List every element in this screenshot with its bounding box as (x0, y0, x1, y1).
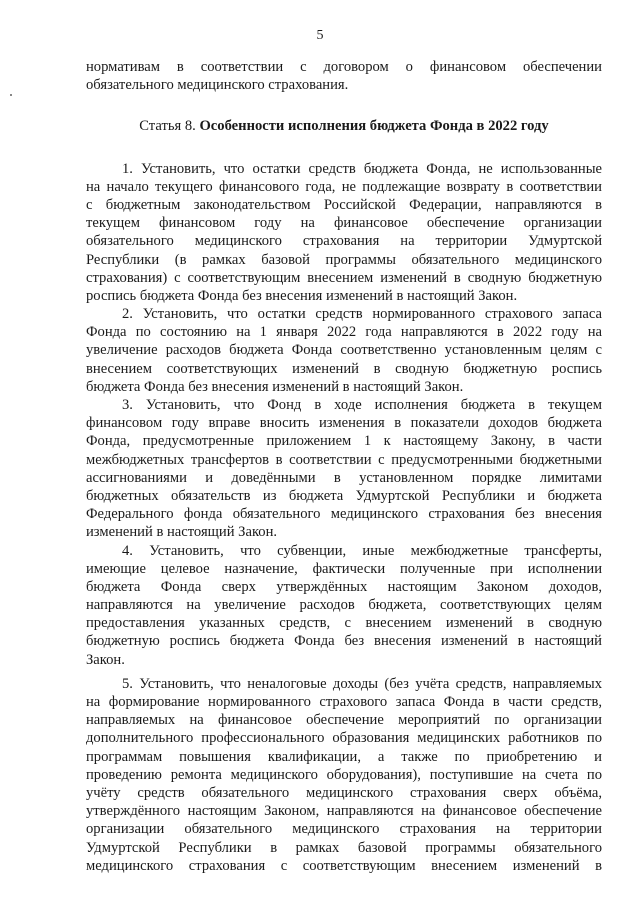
text-line: учёту средств обязательного медицинского страхования сверх объёма, (86, 784, 602, 801)
article-prefix: Статья 8. (139, 118, 196, 135)
article-heading (86, 117, 602, 135)
text-line: увеличение расходов бюджета Фонда соответственно установленным целям с (86, 342, 602, 359)
text-line: проведению ремонта медицинского оборудования), поступившие на счета по (86, 766, 602, 783)
paragraph-3 (86, 396, 602, 542)
text-line: обязательного медицинского страхования. (86, 77, 349, 94)
text-line: Фонда, предусмотренные приложением 1 к настоящему Закону, в части (86, 433, 602, 450)
text-line: предоставления указанных средств, с внесением изменений в сводную (86, 615, 602, 632)
text-line: программам повышения квалификации, а также по приобретению и (86, 748, 602, 765)
article-title: Особенности исполнения бюджета Фонда в 2022 году (199, 118, 549, 135)
text-line: на начало текущего финансового года, не подлежащие возврату в соответствии (86, 178, 602, 195)
paragraph-4 (86, 542, 602, 669)
text-line: бюджета Фонда без внесения изменений в настоящий Закон. (86, 378, 464, 395)
text-line: 5. Установить, что неналоговые доходы (без учёта средств, направляемых (122, 675, 602, 692)
text-line: бюджета Фонда сверх утверждённых настоящим Законом доходов, (86, 578, 602, 595)
intro-paragraph (86, 58, 602, 94)
text-line: утверждённого настоящим Законом, направляются на финансовое обеспечение (86, 803, 602, 820)
text-line: 2. Установить, что остатки средств нормированного страхового запаса (122, 306, 602, 323)
text-line: Удмуртской Республики в рамках базовой программы обязательного (86, 839, 602, 856)
text-line: обязательного медицинского страхования на территории Удмуртской (86, 233, 602, 250)
text-line: текущем финансовом году на финансовое обеспечение организации (86, 215, 602, 232)
text-line: с бюджетным законодательством Российской Федерации, направляются в (86, 196, 602, 213)
text-line: внесением соответствующих изменений в сводную бюджетную роспись (86, 360, 602, 377)
paragraph-5 (86, 675, 602, 875)
paragraph-1 (86, 160, 602, 306)
text-line: направляемых на финансовое обеспечение мероприятий по организации (86, 712, 602, 729)
text-line: финансовом году вправе вносить изменения в показатели доходов бюджета (86, 415, 602, 432)
document-body (86, 58, 602, 875)
text-line: бюджетных обязательств из бюджета Удмуртской Республики и бюджета (86, 487, 602, 504)
page-number: 5 (316, 28, 324, 43)
text-line: нормативам в соответствии с договором о финансовом обеспечении (86, 59, 602, 75)
text-line: ассигнованиями и доведёнными в установленном порядке лимитами (86, 469, 602, 486)
text-line: Федерального фонда обязательного медицинского страхования без внесения (86, 506, 602, 523)
text-line: на формирование нормированного страхового запаса Фонда в части средств, (86, 694, 602, 711)
text-line: Фонда по состоянию на 1 января 2022 года направляются в 2022 году на (86, 324, 602, 341)
text-line: роспись бюджета Фонда без внесения изменений в настоящий Закон. (86, 287, 518, 304)
text-line: имеющие целевое назначение, фактически полученные при исполнении (86, 560, 602, 577)
text-line: Закон. (86, 651, 125, 668)
text-line: Республики (в рамках базовой программы обязательного медицинского (86, 251, 602, 268)
article-paragraphs (86, 160, 602, 875)
text-line: 3. Установить, что Фонд в ходе исполнения бюджета в текущем (122, 397, 602, 414)
text-line: направляются на увеличение расходов бюджета, соответствующих целям (86, 597, 602, 614)
text-line: организации обязательного медицинского страхования на территории (86, 821, 602, 838)
paragraph-2 (86, 305, 602, 396)
text-line: дополнительного профессионального образования медицинских работников по (86, 730, 602, 747)
text-line: бюджетную роспись бюджета Фонда без внесения изменений в настоящий (86, 633, 602, 650)
text-line: изменений в настоящий Закон. (86, 524, 278, 541)
text-line: межбюджетных трансфертов в соответствии с предусмотренными бюджетными (86, 451, 602, 468)
scan-speck (10, 94, 12, 96)
text-line: 1. Установить, что остатки средств бюджета Фонда, не использованные (122, 160, 602, 177)
text-line: страхования) с соответствующим внесением изменений в сводную бюджетную (86, 269, 602, 286)
text-line: медицинского страхования с соответствующим внесением изменений в (86, 857, 602, 874)
text-line: 4. Установить, что субвенции, иные межбюджетные трансферты, (122, 542, 602, 559)
